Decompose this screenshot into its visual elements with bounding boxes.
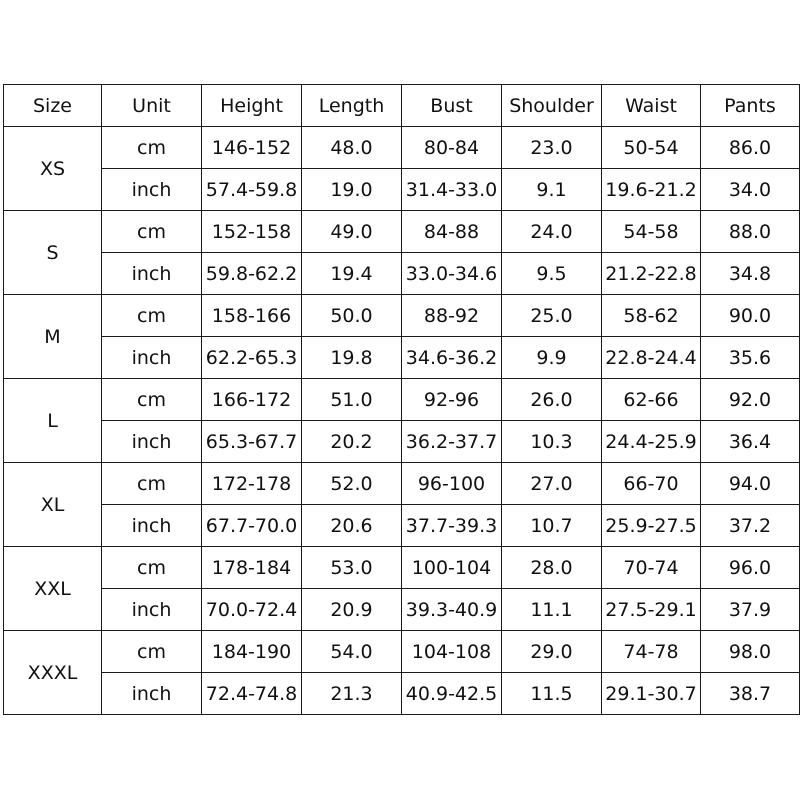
height-cell: 59.8-62.2 [202, 253, 302, 295]
height-cell: 166-172 [202, 379, 302, 421]
height-cell: 65.3-67.7 [202, 421, 302, 463]
bust-cell: 39.3-40.9 [402, 589, 502, 631]
size-cell: XXXL [4, 631, 102, 715]
bust-cell: 84-88 [402, 211, 502, 253]
unit-cell: cm [102, 547, 202, 589]
bust-cell: 96-100 [402, 463, 502, 505]
pants-cell: 92.0 [701, 379, 800, 421]
waist-cell: 74-78 [602, 631, 701, 673]
table-row [4, 337, 800, 379]
shoulder-cell: 28.0 [502, 547, 602, 589]
bust-cell: 92-96 [402, 379, 502, 421]
length-cell: 54.0 [302, 631, 402, 673]
length-cell: 50.0 [302, 295, 402, 337]
pants-cell: 86.0 [701, 127, 800, 169]
bust-cell: 80-84 [402, 127, 502, 169]
unit-cell: inch [102, 337, 202, 379]
shoulder-cell: 9.1 [502, 169, 602, 211]
header-row [4, 85, 800, 127]
header-waist: Waist [602, 85, 701, 127]
length-cell: 49.0 [302, 211, 402, 253]
unit-cell: cm [102, 211, 202, 253]
bust-cell: 34.6-36.2 [402, 337, 502, 379]
height-cell: 184-190 [202, 631, 302, 673]
table-row [4, 463, 800, 505]
table-body [4, 127, 800, 715]
table-row [4, 169, 800, 211]
height-cell: 57.4-59.8 [202, 169, 302, 211]
waist-cell: 58-62 [602, 295, 701, 337]
unit-cell: inch [102, 421, 202, 463]
pants-cell: 98.0 [701, 631, 800, 673]
header-unit: Unit [102, 85, 202, 127]
unit-cell: inch [102, 169, 202, 211]
length-cell: 20.2 [302, 421, 402, 463]
pants-cell: 94.0 [701, 463, 800, 505]
pants-cell: 96.0 [701, 547, 800, 589]
bust-cell: 36.2-37.7 [402, 421, 502, 463]
unit-cell: cm [102, 379, 202, 421]
shoulder-cell: 25.0 [502, 295, 602, 337]
size-cell: XL [4, 463, 102, 547]
height-cell: 62.2-65.3 [202, 337, 302, 379]
pants-cell: 90.0 [701, 295, 800, 337]
header-length: Length [302, 85, 402, 127]
pants-cell: 88.0 [701, 211, 800, 253]
table-row [4, 379, 800, 421]
table-row [4, 673, 800, 715]
shoulder-cell: 11.1 [502, 589, 602, 631]
table-row [4, 589, 800, 631]
unit-cell: cm [102, 631, 202, 673]
shoulder-cell: 26.0 [502, 379, 602, 421]
waist-cell: 27.5-29.1 [602, 589, 701, 631]
height-cell: 158-166 [202, 295, 302, 337]
table-row [4, 631, 800, 673]
header-bust: Bust [402, 85, 502, 127]
unit-cell: inch [102, 589, 202, 631]
length-cell: 19.0 [302, 169, 402, 211]
shoulder-cell: 27.0 [502, 463, 602, 505]
height-cell: 152-158 [202, 211, 302, 253]
shoulder-cell: 9.9 [502, 337, 602, 379]
height-cell: 146-152 [202, 127, 302, 169]
bust-cell: 40.9-42.5 [402, 673, 502, 715]
length-cell: 19.4 [302, 253, 402, 295]
height-cell: 70.0-72.4 [202, 589, 302, 631]
table-row [4, 211, 800, 253]
header-height: Height [202, 85, 302, 127]
pants-cell: 34.0 [701, 169, 800, 211]
length-cell: 53.0 [302, 547, 402, 589]
header-shoulder: Shoulder [502, 85, 602, 127]
length-cell: 48.0 [302, 127, 402, 169]
table-row [4, 547, 800, 589]
shoulder-cell: 10.3 [502, 421, 602, 463]
length-cell: 20.6 [302, 505, 402, 547]
waist-cell: 25.9-27.5 [602, 505, 701, 547]
pants-cell: 34.8 [701, 253, 800, 295]
length-cell: 21.3 [302, 673, 402, 715]
header-pants: Pants [701, 85, 800, 127]
waist-cell: 22.8-24.4 [602, 337, 701, 379]
waist-cell: 70-74 [602, 547, 701, 589]
waist-cell: 54-58 [602, 211, 701, 253]
unit-cell: inch [102, 673, 202, 715]
shoulder-cell: 29.0 [502, 631, 602, 673]
pants-cell: 38.7 [701, 673, 800, 715]
pants-cell: 36.4 [701, 421, 800, 463]
table-header [4, 85, 800, 127]
height-cell: 178-184 [202, 547, 302, 589]
size-cell: M [4, 295, 102, 379]
shoulder-cell: 24.0 [502, 211, 602, 253]
size-chart-table [3, 84, 800, 715]
table-row [4, 253, 800, 295]
shoulder-cell: 23.0 [502, 127, 602, 169]
bust-cell: 100-104 [402, 547, 502, 589]
length-cell: 20.9 [302, 589, 402, 631]
bust-cell: 33.0-34.6 [402, 253, 502, 295]
length-cell: 51.0 [302, 379, 402, 421]
length-cell: 19.8 [302, 337, 402, 379]
pants-cell: 35.6 [701, 337, 800, 379]
unit-cell: cm [102, 463, 202, 505]
bust-cell: 31.4-33.0 [402, 169, 502, 211]
table-row [4, 127, 800, 169]
shoulder-cell: 11.5 [502, 673, 602, 715]
waist-cell: 50-54 [602, 127, 701, 169]
table-row [4, 295, 800, 337]
size-cell: XS [4, 127, 102, 211]
bust-cell: 88-92 [402, 295, 502, 337]
size-cell: L [4, 379, 102, 463]
shoulder-cell: 9.5 [502, 253, 602, 295]
unit-cell: inch [102, 505, 202, 547]
table-row [4, 505, 800, 547]
pants-cell: 37.2 [701, 505, 800, 547]
waist-cell: 24.4-25.9 [602, 421, 701, 463]
table-row [4, 421, 800, 463]
waist-cell: 21.2-22.8 [602, 253, 701, 295]
bust-cell: 104-108 [402, 631, 502, 673]
header-size: Size [4, 85, 102, 127]
size-cell: XXL [4, 547, 102, 631]
waist-cell: 62-66 [602, 379, 701, 421]
size-cell: S [4, 211, 102, 295]
length-cell: 52.0 [302, 463, 402, 505]
unit-cell: cm [102, 127, 202, 169]
height-cell: 72.4-74.8 [202, 673, 302, 715]
pants-cell: 37.9 [701, 589, 800, 631]
waist-cell: 29.1-30.7 [602, 673, 701, 715]
waist-cell: 66-70 [602, 463, 701, 505]
unit-cell: cm [102, 295, 202, 337]
height-cell: 172-178 [202, 463, 302, 505]
bust-cell: 37.7-39.3 [402, 505, 502, 547]
waist-cell: 19.6-21.2 [602, 169, 701, 211]
unit-cell: inch [102, 253, 202, 295]
shoulder-cell: 10.7 [502, 505, 602, 547]
height-cell: 67.7-70.0 [202, 505, 302, 547]
